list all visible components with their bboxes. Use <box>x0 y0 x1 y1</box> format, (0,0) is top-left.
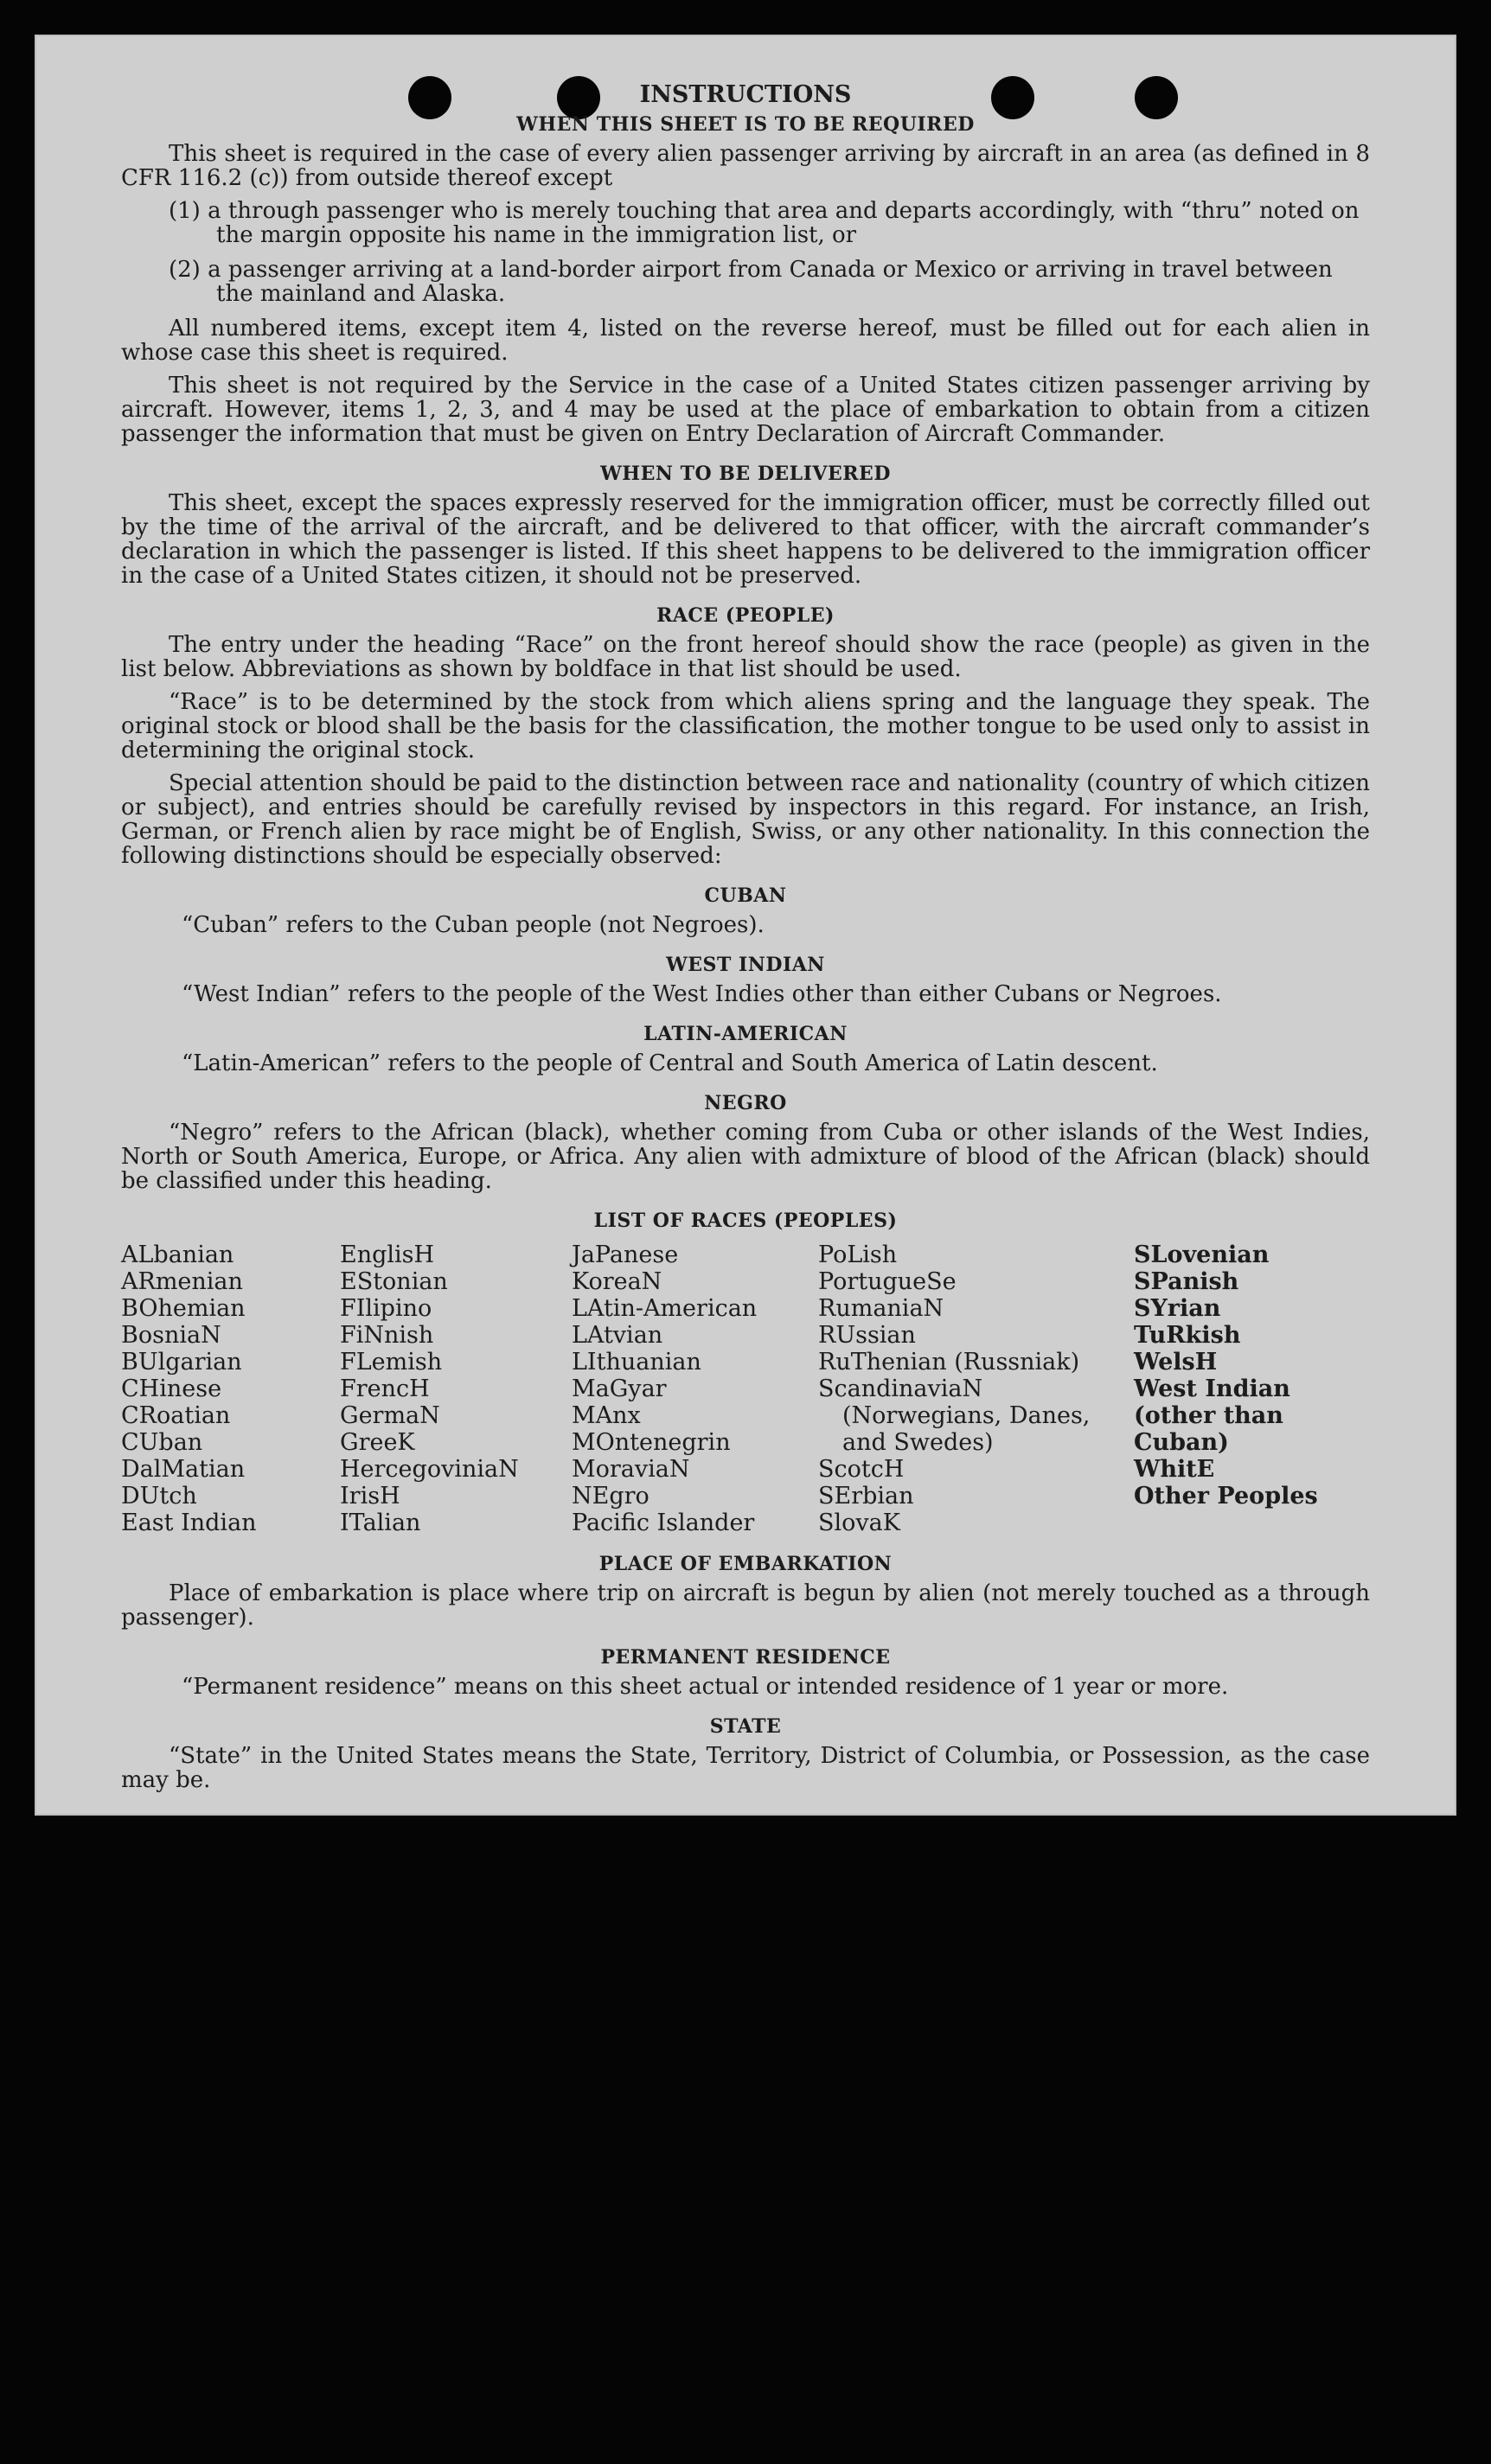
race-entry: WhitE <box>1134 1456 1215 1483</box>
race-entry: IrisH <box>340 1483 400 1510</box>
race-entry: DalMatian <box>121 1456 246 1483</box>
race-entry: FrencH <box>340 1376 430 1402</box>
race-entry: GreeK <box>340 1429 415 1456</box>
race-entry: SPanish <box>1134 1268 1239 1295</box>
section-heading-embarkation: PLACE OF EMBARKATION <box>598 1553 893 1575</box>
race-entry: RuThenian (Russniak) <box>818 1349 1080 1376</box>
race-entry: ARmenian <box>121 1268 243 1295</box>
instruction-sheet <box>35 35 1456 1816</box>
race-entry: GermaN <box>340 1402 440 1429</box>
race-entry: PoLish <box>818 1242 898 1268</box>
page-title: INSTRUCTIONS <box>639 81 852 108</box>
definition-text: “Permanent residence” means on this sheet actual or intended residence of 1 year or more. <box>182 1674 1229 1700</box>
race-entry: HercegoviniaN <box>340 1456 519 1483</box>
race-entry: ScotcH <box>818 1456 905 1483</box>
race-entry: FiNnish <box>340 1322 434 1349</box>
race-entry: MoraviaN <box>572 1456 690 1483</box>
race-entry: SYrian <box>1134 1295 1221 1322</box>
race-entry: BOhemian <box>121 1295 246 1322</box>
paragraph: This sheet, except the spaces expressly reserved for the immigration officer, must be correctly filled out by the time of the arrival of the aircraft, and be delivered to that officer, with the aircraft commander’s declaration in which the passenger is listed. If this sheet happens to be delivered to the immigration officer in the case of a United States citizen, it should not be preserved. <box>121 490 1370 589</box>
race-entry: WelsH <box>1134 1349 1218 1376</box>
race-column <box>1134 1242 1370 1536</box>
race-entry: Pacific Islander <box>572 1510 755 1536</box>
race-entry: MAnx <box>572 1402 641 1429</box>
race-column <box>121 1242 340 1536</box>
paragraph: This sheet is required in the case of every alien passenger arriving by aircraft in an area (as defined in 8 CFR 116.2 (c)) from outside thereof except <box>121 141 1370 191</box>
definition-text: “Latin-American” refers to the people of Central and South America of Latin descent. <box>182 1050 1158 1076</box>
race-entry: ALbanian <box>121 1242 234 1268</box>
race-entry: RumaniaN <box>818 1295 944 1322</box>
race-entry: FIlipino <box>340 1295 432 1322</box>
race-entry: BosniaN <box>121 1322 221 1349</box>
race-entry: Other Peoples <box>1134 1483 1318 1510</box>
definition-text: Place of embarkation is place where trip on aircraft is begun by alien (not merely touched as a through passenger). <box>121 1580 1370 1631</box>
section-heading-cuban: CUBAN <box>704 884 787 907</box>
race-entry: ITalian <box>340 1510 421 1536</box>
section-heading-delivered: WHEN TO BE DELIVERED <box>600 463 891 485</box>
race-entry: FLemish <box>340 1349 443 1376</box>
race-entry: TuRkish <box>1134 1322 1241 1349</box>
race-entry: DUtch <box>121 1483 197 1510</box>
section-heading-west-indian: WEST INDIAN <box>666 954 825 976</box>
race-entry: NEgro <box>572 1483 650 1510</box>
race-entry: LAtvian <box>572 1322 663 1349</box>
definition-text: “West Indian” refers to the people of the West Indies other than either Cubans or Negroes. <box>182 981 1222 1007</box>
race-entry: West Indian (other than Cuban) <box>1134 1376 1290 1456</box>
race-column <box>572 1242 818 1536</box>
section-heading-required: WHEN THIS SHEET IS TO BE REQUIRED <box>516 113 975 136</box>
exception-item: (1) a through passenger who is merely touching that area and departs accordingly, with “thru” noted on the margin opposite his name in the immigration list, or <box>169 198 1360 248</box>
race-entry: CUban <box>121 1429 203 1456</box>
race-entry: SLovenian <box>1134 1242 1270 1268</box>
race-entry: BUlgarian <box>121 1349 242 1376</box>
race-entry: LIthuanian <box>572 1349 701 1376</box>
section-heading-state: STATE <box>709 1715 782 1738</box>
exception-item: (2) a passenger arriving at a land-border airport from Canada or Mexico or arriving in travel between the mainland and Alaska. <box>169 257 1333 307</box>
paragraph: “Race” is to be determined by the stock from which aliens spring and the language they speak. The original stock or blood shall be the basis for the classification, the mother tongue to be used only to assist in determining the original stock. <box>121 689 1370 763</box>
document-body <box>121 83 1370 1801</box>
race-entry: KoreaN <box>572 1268 662 1295</box>
section-heading-race: RACE (PEOPLE) <box>656 604 835 627</box>
paragraph: The entry under the heading “Race” on the front hereof should show the race (people) as given in the list below. Abbreviations as shown by boldface in that list should be used. <box>121 632 1370 682</box>
definition-text: “Negro” refers to the African (black), whether coming from Cuba or other islands of the West Indies, North or South America, Europe, or Africa. Any alien with admixture of blood of the African (black) should be classified under this heading. <box>121 1120 1370 1194</box>
race-entry: East Indian <box>121 1510 257 1536</box>
race-entry: SErbian <box>818 1483 914 1510</box>
section-heading-residence: PERMANENT RESIDENCE <box>600 1646 891 1669</box>
section-heading-latin-american: LATIN-AMERICAN <box>643 1023 848 1045</box>
race-list <box>121 1242 1370 1536</box>
race-column <box>340 1242 572 1536</box>
race-entry: MaGyar <box>572 1376 667 1402</box>
race-entry: CHinese <box>121 1376 222 1402</box>
race-entry: EStonian <box>340 1268 448 1295</box>
race-column <box>818 1242 1134 1536</box>
section-heading-list-of-races: LIST OF RACES (PEOPLES) <box>593 1210 898 1232</box>
race-entry: ScandinaviaN (Norwegians, Danes, and Swedes) <box>818 1376 1091 1456</box>
race-entry: JaPanese <box>572 1242 679 1268</box>
race-entry: CRoatian <box>121 1402 231 1429</box>
race-entry: EnglisH <box>340 1242 435 1268</box>
race-entry: RUssian <box>818 1322 916 1349</box>
race-entry: MOntenegrin <box>572 1429 731 1456</box>
race-entry: LAtin-American <box>572 1295 758 1322</box>
section-heading-negro: NEGRO <box>704 1092 787 1114</box>
paragraph: All numbered items, except item 4, listed on the reverse hereof, must be filled out for each alien in whose case this sheet is required. <box>121 316 1370 366</box>
definition-text: “State” in the United States means the State, Territory, District of Columbia, or Possession, as the case may be. <box>121 1743 1370 1793</box>
paragraph: This sheet is not required by the Service in the case of a United States citizen passenger arriving by aircraft. However, items 1, 2, 3, and 4 may be used at the place of embarkation to obtain from a citizen passenger the information that must be given on Entry Declaration of Aircraft Commander. <box>121 373 1370 447</box>
race-entry: PortugueSe <box>818 1268 957 1295</box>
paragraph: Special attention should be paid to the distinction between race and nationality (country of which citizen or subject), and entries should be carefully revised by inspectors in this regard. For instance, an Irish, German, or French alien by race might be of English, Swiss, or any other nationality. In this connection the following distinctions should be especially observed: <box>121 770 1370 869</box>
definition-text: “Cuban” refers to the Cuban people (not Negroes). <box>182 912 765 938</box>
race-entry: SlovaK <box>818 1510 900 1536</box>
